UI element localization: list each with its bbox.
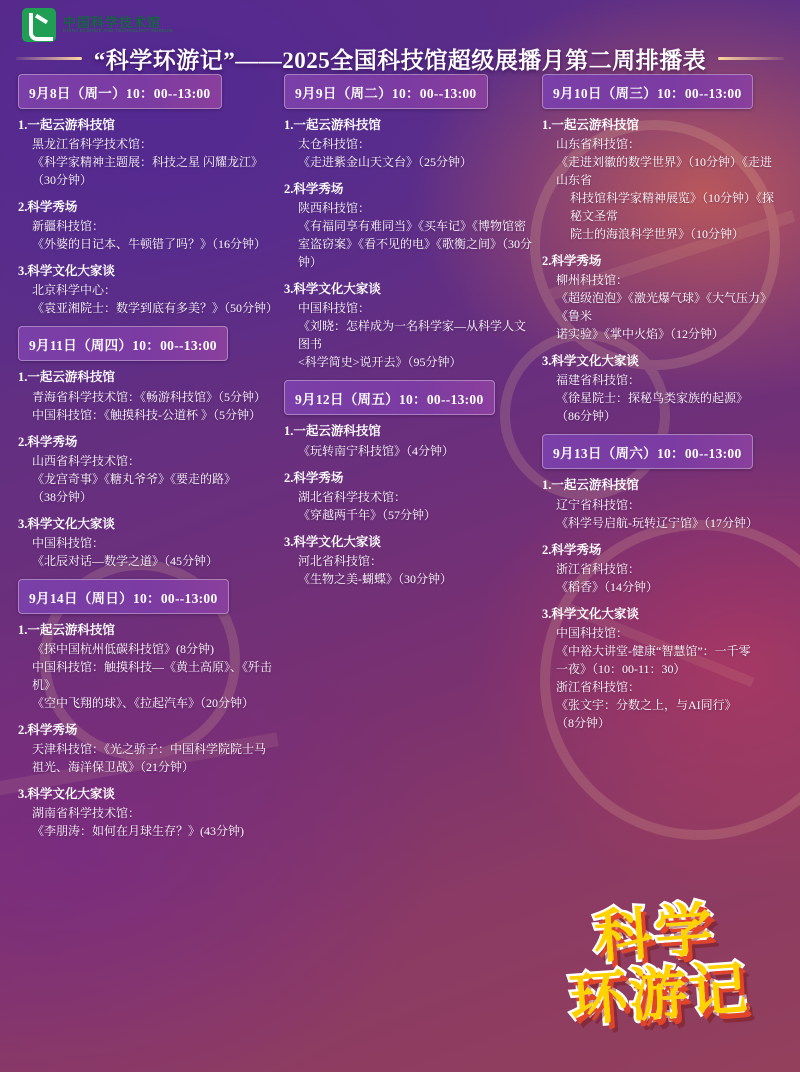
segment-line: 《科学家精神主题展：科技之星 闪耀龙江》 xyxy=(32,155,264,170)
segment-line: 《北辰对话—数学之道》（45分钟） xyxy=(32,553,219,568)
day-block xyxy=(542,434,774,731)
emblem-line-2: 环游记 xyxy=(567,955,752,1034)
segment-line: 天津科技馆：《光之骄子：中国科学院院士马 xyxy=(32,742,267,756)
segment-title: 3.科学文化大家谈 xyxy=(284,282,381,297)
emblem-line-1: 科学 xyxy=(591,896,718,971)
day-block xyxy=(18,326,276,569)
segment-title: 2.科学秀场 xyxy=(542,254,602,269)
segment-line: 《有福同享有难同当》《买车记》《博物馆密 xyxy=(298,219,527,234)
museum-logo-name-en: CHINA SCIENCE AND TECHNOLOGY MUSEUM xyxy=(63,28,173,34)
program-segment xyxy=(18,785,276,840)
segment-line: 福建省科技馆： xyxy=(556,373,641,388)
segment-line: （86分钟） xyxy=(556,409,617,424)
program-segment xyxy=(284,469,534,524)
segment-line: 《走进紫金山天文台》（25分钟） xyxy=(298,155,473,170)
program-segment xyxy=(542,541,774,596)
segment-line: 《生物之美-蝴蝶》（30分钟） xyxy=(298,571,452,586)
segment-line: 《科学号启航-玩转辽宁馆》（17分钟） xyxy=(556,515,758,530)
program-segment xyxy=(542,476,774,531)
segment-line: 祖光、海洋保卫战》（21分钟） xyxy=(32,760,195,774)
program-segment xyxy=(18,262,279,317)
day-header: 9月12日（周五）10：00--13:00 xyxy=(284,380,495,415)
museum-logo xyxy=(22,8,173,42)
day-header: 9月11日（周四）10：00--13:00 xyxy=(18,326,228,361)
day-header: 9月9日（周二）10：00--13:00 xyxy=(284,74,488,109)
program-segment xyxy=(542,605,774,732)
segment-line: <科学简史>说开去》（95分钟） xyxy=(298,355,462,370)
segment-line: 中国科技馆：触摸科技—《黄土高原》、《歼击机》 xyxy=(32,659,273,692)
program-segment xyxy=(18,515,276,570)
schedule-column-3 xyxy=(542,74,782,849)
segment-line: 《探中国杭州低碳科技馆》(8分钟) xyxy=(32,641,214,656)
segment-line: 青海省科学技术馆：《畅游科技馆》（5分钟） xyxy=(32,389,267,404)
segment-line: 《中裕大讲堂-健康“智慧馆”：一千零 xyxy=(556,643,751,658)
day-header: 9月14日（周日）10：00--13:00 xyxy=(18,579,229,614)
program-segment xyxy=(284,533,534,588)
day-block xyxy=(18,579,276,840)
program-segment xyxy=(542,252,774,343)
schedule-column-1 xyxy=(18,74,284,849)
day-header: 9月13日（周六）10：00--13:00 xyxy=(542,434,753,469)
segment-title: 2.科学秀场 xyxy=(542,542,602,557)
segment-line: 湖北省科学技术馆： xyxy=(298,489,407,504)
program-segment xyxy=(18,621,276,712)
segment-line: 黑龙江省科学技术馆： xyxy=(32,137,153,152)
segment-line: 诺实验》《掌中火焰》（12分钟） xyxy=(556,327,725,342)
segment-line: 中国科技馆： xyxy=(556,625,629,640)
segment-title: 2.科学秀场 xyxy=(284,182,344,197)
segment-title: 1.一起云游科技馆 xyxy=(18,118,115,132)
museum-logo-name-cn: 中国科学技术馆 xyxy=(63,14,162,30)
segment-line: 太仓科技馆： xyxy=(298,137,371,152)
schedule-column-2 xyxy=(284,74,542,849)
segment-line: 《超级泡泡》《激光爆气球》《大气压力》《鲁米 xyxy=(556,291,773,324)
segment-title: 3.科学文化大家谈 xyxy=(542,354,639,369)
segment-line: 《玩转南宁科技馆》（4分钟） xyxy=(298,443,455,458)
segment-title: 1.一起云游科技馆 xyxy=(542,118,639,132)
segment-line: 柳州科技馆： xyxy=(556,273,629,288)
segment-line: 新疆科技馆： xyxy=(32,219,105,234)
program-segment xyxy=(18,433,276,506)
segment-title: 1.一起云游科技馆 xyxy=(284,424,381,439)
segment-title: 1.一起云游科技馆 xyxy=(284,118,381,132)
segment-line: 中国科技馆： xyxy=(32,535,105,550)
segment-line: 院士的海浪科学世界》（10分钟） xyxy=(570,227,745,242)
day-block xyxy=(284,380,534,587)
program-emblem xyxy=(525,856,788,1072)
title-rule-left xyxy=(16,57,82,60)
schedule-grid xyxy=(18,74,782,849)
segment-title: 1.一起云游科技馆 xyxy=(542,478,639,493)
segment-line: 《穿越两千年》（57分钟） xyxy=(298,507,437,522)
program-segment xyxy=(18,721,276,776)
title-row xyxy=(0,42,800,75)
page-title: “科学环游记”——2025全国科技馆超级展播月第二周排播表 xyxy=(93,48,707,73)
segment-line: 北京科学中心： xyxy=(32,283,117,298)
segment-line: 《袁亚湘院士：数学到底有多美？》（50分钟） xyxy=(32,301,279,316)
day-header: 9月10日（周三）10：00--13:00 xyxy=(542,74,753,109)
museum-logo-icon xyxy=(22,8,56,42)
segment-line: （8分钟） xyxy=(556,715,611,730)
program-segment xyxy=(284,422,534,459)
segment-line: 辽宁省科技馆： xyxy=(556,497,641,512)
segment-line: 《刘晓：怎样成为一名科学家—从科学人文图书 xyxy=(298,319,527,352)
segment-line: 湖南省科学技术馆： xyxy=(32,806,141,821)
segment-title: 2.科学秀场 xyxy=(18,434,78,449)
program-segment xyxy=(542,116,774,243)
segment-line: 《外婆的日记本、牛顿错了吗？》（16分钟） xyxy=(32,237,267,252)
segment-line: 山西省科学技术馆： xyxy=(32,453,141,468)
segment-title: 3.科学文化大家谈 xyxy=(542,606,639,621)
program-segment xyxy=(284,116,534,171)
day-block xyxy=(542,74,774,425)
segment-line: 室盗窃案》《看不见的电》《歌衡之间》（30分钟） xyxy=(298,237,533,270)
segment-title: 3.科学文化大家谈 xyxy=(18,264,115,279)
segment-title: 3.科学文化大家谈 xyxy=(18,787,115,801)
segment-line: 《稻香》（14分钟） xyxy=(556,579,659,594)
segment-line: 山东省科技馆： xyxy=(556,137,641,152)
segment-title: 3.科学文化大家谈 xyxy=(18,516,115,531)
segment-line: 陕西科技馆： xyxy=(298,201,371,216)
program-segment xyxy=(18,368,276,423)
segment-line: 《李朋涛：如何在月球生存？》(43分钟) xyxy=(32,824,244,839)
program-segment xyxy=(18,198,276,253)
title-rule-right xyxy=(718,57,784,60)
program-segment xyxy=(18,116,276,189)
segment-line: （38分钟） xyxy=(32,489,93,504)
day-block xyxy=(18,74,279,317)
segment-title: 2.科学秀场 xyxy=(18,200,78,215)
segment-line: （30分钟） xyxy=(32,173,93,188)
segment-line: 浙江省科技馆： xyxy=(556,561,641,576)
day-block xyxy=(284,74,534,371)
program-segment xyxy=(284,280,534,371)
segment-title: 2.科学秀场 xyxy=(18,722,78,737)
segment-title: 1.一起云游科技馆 xyxy=(18,370,115,385)
segment-line: 《徐星院士：探秘鸟类家族的起源》 xyxy=(556,391,749,406)
segment-line: 《空中飞翔的球》、《拉起汽车》（20分钟） xyxy=(32,695,255,710)
segment-line: 中国科技馆： xyxy=(298,301,371,316)
day-header: 9月8日（周一）10：00--13:00 xyxy=(18,74,222,109)
segment-title: 2.科学秀场 xyxy=(284,470,344,485)
segment-line: 《张文宇：分数之上，与AI同行》 xyxy=(556,697,737,712)
segment-line: 一夜》（10：00-11：30） xyxy=(556,661,686,676)
segment-title: 1.一起云游科技馆 xyxy=(18,622,115,637)
segment-title: 3.科学文化大家谈 xyxy=(284,534,381,549)
program-segment xyxy=(284,180,534,271)
segment-line: 《走进刘徽的数学世界》（10分钟）《走进山东省 xyxy=(556,155,773,188)
segment-line: 《龙宫奇事》《糖丸爷爷》《要走的路》 xyxy=(32,471,237,486)
segment-line: 中国科技馆：《触摸科技-公道杯 》（5分钟） xyxy=(32,407,261,422)
program-segment xyxy=(542,352,774,425)
segment-line: 科技馆科学家精神展览》（10分钟）《探秘文圣常 xyxy=(570,191,775,224)
segment-line: 河北省科技馆： xyxy=(298,553,383,568)
museum-logo-text xyxy=(63,16,173,34)
segment-line: 浙江省科技馆： xyxy=(556,679,641,694)
